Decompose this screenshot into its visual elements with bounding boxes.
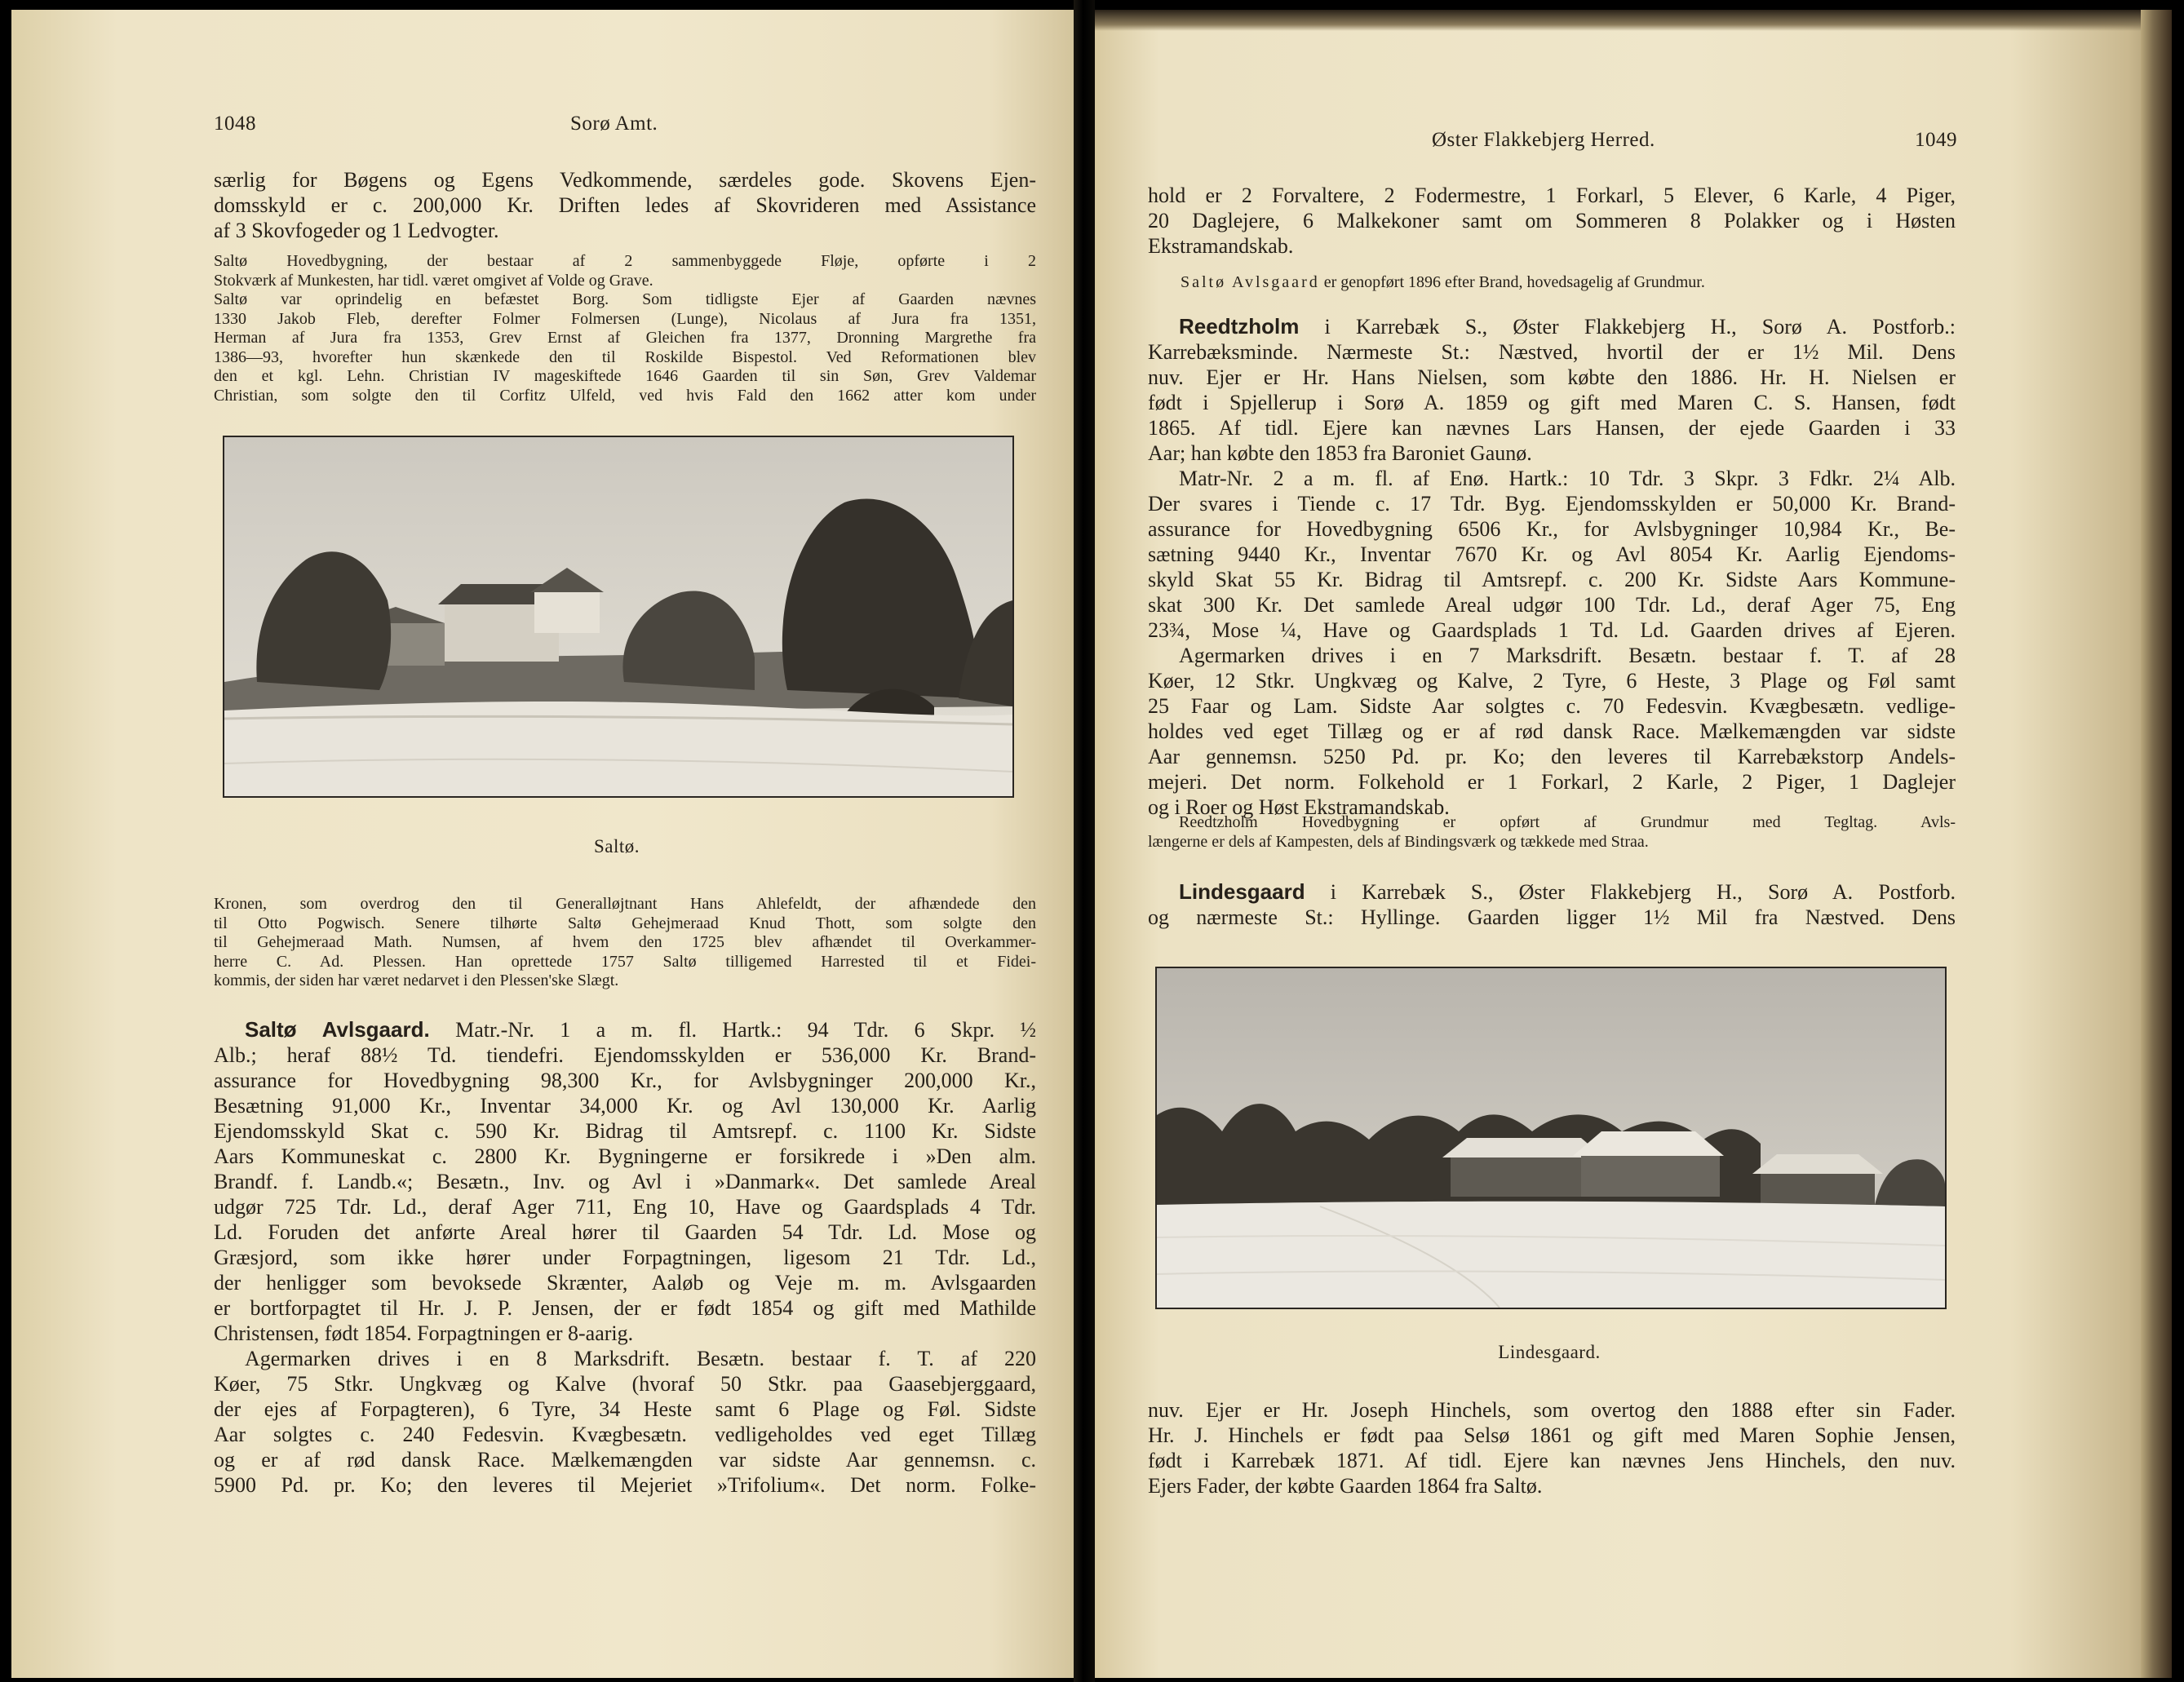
text-line: Hr. J. Hinchels er født paa Selsø 1861 og gift med Maren Sophie Jensen, <box>1148 1423 1956 1447</box>
text-line: Køer, 12 Stkr. Ungkvæg og Kalve, 2 Tyre, 6 Heste, 3 Plage og Føl samt <box>1148 669 1956 693</box>
lindesgaard-entry-start <box>1148 879 1956 930</box>
history-note-continued <box>214 895 1036 991</box>
text-line: Kronen, som overdrog den til Generalløjtnant Hans Ahlefeldt, der afhændede den <box>214 895 1036 913</box>
text-line: Aar; han købte den 1853 fra Baroniet Gaunø. <box>1148 441 1532 465</box>
reedtzholm-note <box>1148 813 1956 852</box>
text-line: der henligger som bevoksede Skrænter, Aaløb og Veje m. m. Avlsgaarden <box>214 1271 1036 1295</box>
text-line: Herman af Jura fra 1353, Grev Ernst af Gleichen fra 1377, Dronning Margrethe fra <box>214 329 1036 347</box>
text-line: er bortforpagtet til Hr. J. P. Jensen, der er født 1854 og gift med Mathilde <box>214 1296 1036 1320</box>
text-line: Ejendomsskyld Skat c. 590 Kr. Bidrag til Amtsrepf. c. 1100 Kr. Sidste <box>214 1119 1036 1143</box>
text-line: udgør 725 Tdr. Ld., deraf Ager 711, Eng 10, Have og Gaardsplads 4 Tdr. <box>214 1195 1036 1219</box>
lindesgaard-photo <box>1155 967 1947 1309</box>
text-line: til Otto Pogwisch. Senere tilhørte Saltø Gehejmeraad Knud Thott, som solgte den <box>214 914 1036 932</box>
text-line: holdes ved eget Tillæg og er af rød dansk Race. Mælkemængden var sidste <box>1148 719 1956 743</box>
text-line: Brandf. f. Landb.«; Besætn., Inv. og Avl i »Danmark«. Det samlede Areal <box>214 1170 1036 1193</box>
text-line: Ld. Foruden det anførte Areal hører til Gaarden 54 Tdr. Ld. Mose og <box>214 1220 1036 1244</box>
text-line: nuv. Ejer er Hr. Joseph Hinchels, som overtog den 1888 efter sin Fader. <box>1148 1398 1956 1422</box>
text-line: Aars Kommuneskat c. 2800 Kr. Bygningerne er forsikrede i »Den alm. <box>214 1144 1036 1168</box>
text-line: Christian, som solgte den til Corfitz Ulfeld, ved hvis Fald den 1662 atter kom under <box>214 386 1036 405</box>
entry-title: Lindesgaard <box>1179 879 1305 904</box>
text-line: Agermarken drives i en 8 Marksdrift. Besætn. bestaar f. T. af 220 <box>245 1347 1036 1370</box>
text-line: Køer, 75 Stkr. Ungkvæg og Kalve (hvoraf 50 Stkr. paa Gaasebjerggaard, <box>214 1372 1036 1396</box>
text-line: til Gehejmeraad Math. Numsen, af hvem den 1725 blev afhændet til Overkammer- <box>214 933 1036 951</box>
intro-paragraph <box>214 167 1036 243</box>
page-edge-stack <box>2141 10 2172 1678</box>
text-line: 20 Daglejere, 6 Malkekoner samt om Sommeren 8 Polakker og i Høsten <box>1148 209 1956 232</box>
text-line: særlig for Bøgens og Egens Vedkommende, særdeles gode. Skovens Ejen- <box>214 168 1036 192</box>
text-line: Ejers Fader, der købte Gaarden 1864 fra Saltø. <box>1148 1474 1543 1498</box>
text-line: kommis, der siden har været nedarvet i den Plessen'ske Slægt. <box>214 972 619 989</box>
text-line: 1386—93, hvorefter hun skænkede den til Roskilde Bispestol. Ved Reformationen blev <box>214 347 1036 366</box>
text-line: Aar solgtes c. 240 Fedesvin. Kvægbesætn. vedligeholdes ved eget Tillæg <box>214 1423 1036 1446</box>
running-header: Sorø Amt. <box>570 113 658 135</box>
text-line: Saltø var oprindelig en befæstet Borg. Som tidligste Ejer af Gaarden nævnes <box>214 290 1036 308</box>
saltoe-photo <box>223 436 1014 798</box>
right-page <box>1095 10 2172 1678</box>
photo-caption: Saltø. <box>593 836 640 856</box>
text-line: domsskyld er c. 200,000 Kr. Driften ledes af Skovrideren med Assistance <box>214 193 1036 217</box>
text-line: Besætning 91,000 Kr., Inventar 34,000 Kr. og Avl 130,000 Kr. Aarlig <box>214 1094 1036 1118</box>
text-line: herre C. Ad. Plessen. Han oprettede 1757 Saltø tilligemed Harrested til et Fidei- <box>214 952 1036 971</box>
saltoe-avlsgaard-entry <box>214 1017 1036 1498</box>
text-line: mejeri. Det norm. Folkehold er 1 Forkarl, 2 Karle, 2 Piger, 1 Daglejer <box>1148 770 1956 794</box>
text-line: 1865. Af tidl. Ejere kan nævnes Lars Hansen, der ejede Gaarden i 33 <box>1148 416 1956 440</box>
book-gutter <box>1074 0 1095 1682</box>
entry-title: Saltø Avlsgaard. <box>245 1017 430 1042</box>
entry-first-line <box>1148 314 1956 339</box>
text-line: sætning 9440 Kr., Inventar 7670 Kr. og Avl 8054 Kr. Aarlig Ejendoms- <box>1148 542 1956 566</box>
text-line: Græsjord, som ikke hører under Forpagtningen, ligesom 21 Tdr. Ld., <box>214 1246 1036 1269</box>
text-line: 1330 Jakob Fleb, derefter Folmer Folmersen (Lunge), Nicolaus af Jura fra 1351, <box>214 309 1036 328</box>
text-line: Matr-Nr. 2 a m. fl. af Enø. Hartk.: 10 Tdr. 3 Skpr. 3 Fdkr. 2¼ Alb. <box>1179 467 1956 490</box>
text-line: hold er 2 Forvaltere, 2 Fodermestre, 1 Forkarl, 5 Elever, 6 Karle, 4 Piger, <box>1148 184 1956 207</box>
text-line: skat 300 Kr. Det samlede Areal udgør 100 Tdr. Ld., deraf Ager 75, Eng <box>1148 593 1956 617</box>
text-line: født i Karrebæk 1871. Af tidl. Ejere kan nævnes Jens Hinchels, den nuv. <box>1148 1449 1956 1472</box>
text-line: 5900 Pd. pr. Ko; den leveres til Mejeriet »Trifolium«. Det norm. Folke- <box>214 1473 1036 1497</box>
text-line: og i Roer og Høst Ekstramandskab. <box>1148 795 1450 819</box>
text-line: nuv. Ejer er Hr. Hans Nielsen, som købte den 1886. Hr. H. Nielsen er <box>1148 365 1956 389</box>
text-line: af 3 Skovfogeder og 1 Ledvogter. <box>214 219 499 242</box>
running-header: Øster Flakkebjerg Herred. <box>1432 129 1655 151</box>
saltoe-note-name: Saltø Avlsgaard <box>1181 273 1320 291</box>
text-line: 25 Faar og Lam. Sidste Aar solgtes c. 70 Fedesvin. Kvægbesætn. vedlige- <box>1148 694 1956 718</box>
photo-caption: Lindesgaard. <box>1498 1342 1601 1362</box>
text-line: skyld Skat 55 Kr. Bidrag til Amtsrepf. c. 200 Kr. Sidste Aars Kommune- <box>1148 568 1956 591</box>
text-line: Karrebæksminde. Nærmeste St.: Næstved, hvortil der er 1½ Mil. Dens <box>1148 340 1956 364</box>
left-page <box>11 10 1074 1678</box>
lindesgaard-entry-continued <box>1148 1397 1956 1498</box>
text-line: Stokværk af Munkesten, har tidl. været omgivet af Volde og Grave. <box>214 271 653 290</box>
history-note <box>214 252 1036 405</box>
text-line: Ekstramandskab. <box>1148 234 1294 258</box>
text-line: og er af rød dansk Race. Mælkemængden var sidste Aar gennemsn. c. <box>214 1448 1036 1472</box>
top-paragraph <box>1148 183 1956 259</box>
page-number: 1049 <box>1915 129 1957 151</box>
saltoe-note <box>1181 273 1956 293</box>
text-line: assurance for Hovedbygning 6506 Kr., for Avlsbygninger 10,984 Kr., Be- <box>1148 517 1956 541</box>
text-line: Reedtzholm Hovedbygning er opført af Grundmur med Tegltag. Avls- <box>1179 813 1956 831</box>
text-line: født i Spjellerup i Sorø A. 1859 og gift med Maren C. S. Hansen, født <box>1148 391 1956 414</box>
text-line: længerne er dels af Kampesten, dels af Bindingsværk og tækkede med Straa. <box>1148 832 1649 851</box>
entry-first-line-text: i Karrebæk S., Øster Flakkebjerg H., Sorø A. Postforb. <box>1305 880 1956 904</box>
text-line: Christensen, født 1854. Forpagtningen er 8-aarig. <box>214 1321 634 1345</box>
text-line: Alb.; heraf 88½ Td. tiendefri. Ejendomsskylden er 536,000 Kr. Brand- <box>214 1043 1036 1067</box>
text-line: 23¾, Mose ¼, Have og Gaardsplads 1 Td. Ld. Gaarden drives af Ejeren. <box>1148 618 1956 642</box>
entry-first-line <box>214 1017 1036 1042</box>
entry-title: Reedtzholm <box>1179 314 1300 339</box>
entry-first-line-text: Matr.-Nr. 1 a m. fl. Hartk.: 94 Tdr. 6 Skpr. ½ <box>455 1018 1037 1042</box>
text-line: den et kgl. Lehn. Christian IV mageskiftede 1646 Gaarden til sin Søn, Grev Valdemar <box>214 367 1036 385</box>
entry-first-line-text: i Karrebæk S., Øster Flakkebjerg H., Sorø A. Postforb.: <box>1299 315 1956 339</box>
text-line: Aar gennemsn. 5250 Pd. pr. Ko; den leveres til Karrebækstorp Andels- <box>1148 745 1956 768</box>
saltoe-note-text: er genopført 1896 efter Brand, hovedsagelig af Grundmur. <box>1319 273 1705 291</box>
text-line: der ejes af Forpagteren), 6 Tyre, 34 Heste samt 6 Plage og Føl. Sidste <box>214 1397 1036 1421</box>
page-top-edge <box>1095 10 2172 31</box>
entry-first-line <box>1148 879 1956 905</box>
reedtzholm-entry <box>1148 314 1956 820</box>
text-line: Saltø Hovedbygning, der bestaar af 2 sammenbyggede Fløje, opførte i 2 <box>214 252 1036 270</box>
text-line: og nærmeste St.: Hyllinge. Gaarden ligger 1½ Mil fra Næstved. Dens <box>1148 905 1956 929</box>
page-number: 1048 <box>214 113 256 135</box>
text-line: Agermarken drives i en 7 Marksdrift. Besætn. bestaar f. T. af 28 <box>1179 644 1956 667</box>
text-line: assurance for Hovedbygning 98,300 Kr., for Avlsbygninger 200,000 Kr., <box>214 1069 1036 1092</box>
text-line: Der svares i Tiende c. 17 Tdr. Byg. Ejendomsskylden er 50,000 Kr. Brand- <box>1148 492 1956 516</box>
